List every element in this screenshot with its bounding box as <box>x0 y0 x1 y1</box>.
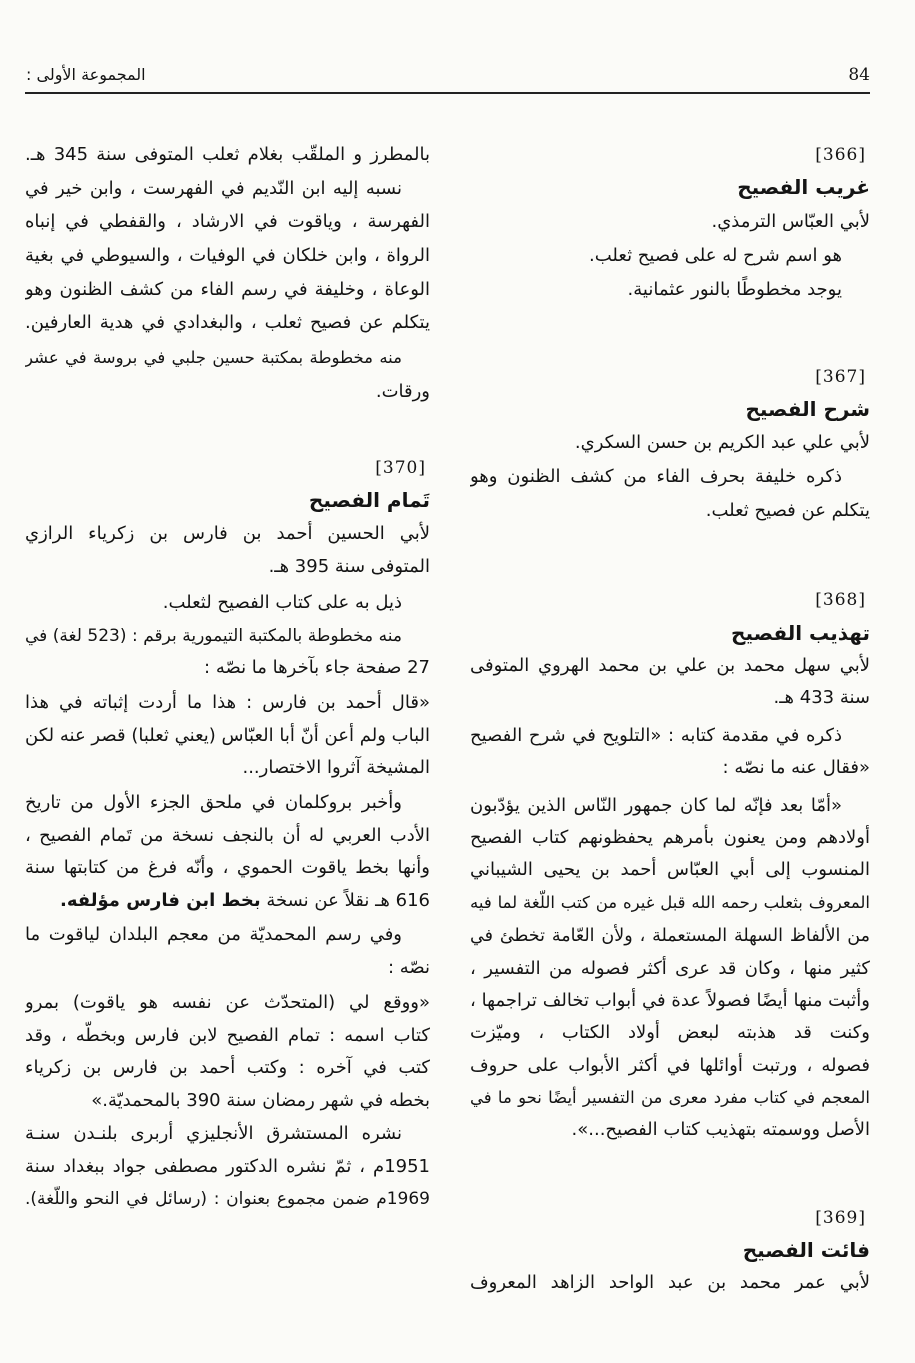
body-line: الفهرسة ، وياقوت في الارشاد ، والقفطي في إنباه <box>25 211 430 232</box>
entry-number: [370] <box>375 458 426 478</box>
entry-title: فائت الفصيح <box>742 1238 870 1262</box>
body-line: المتوفى سنة 395 هـ. <box>268 556 430 577</box>
emphasis-text: بخط ابن فارس مؤلفه. <box>60 890 261 911</box>
body-line: الباب ولم أعن أنّ أبا العبّاس (يعني ثعلبا) قصر عنه لكن <box>25 725 430 746</box>
body-line: سنة 433 هـ. <box>773 687 870 708</box>
body-line: ذكره في مقدمة كتابه : «التلويح في شرح الفصيح <box>470 725 842 746</box>
page-number: 84 <box>848 65 870 85</box>
body-line: من الألفاظ السهلة المستعملة ، ولأن العّامة تخطئ في <box>470 926 870 946</box>
body-line: بالمطرز و الملقّب بغلام ثعلب المتوفى سنة 345 هـ. <box>25 144 430 165</box>
entry-number: [367] <box>815 367 866 387</box>
body-line: منه مخطوطة بمكتبة حسين جلبي في بروسة في عشر <box>25 348 402 367</box>
body-line: وأنها بخط ياقوت الحموي ، وأنّه فرغ من كتابتها سنة <box>25 857 430 878</box>
body-line: يتكلم عن فصيح ثعلب ، والبغدادي في هدية العارفين. <box>25 312 430 333</box>
body-line: نشره المستشرق الأنجليزي أربرى بلنـدن سنـة <box>25 1123 402 1144</box>
entry-title: غريب الفصيح <box>737 175 870 199</box>
body-line: الوعاة ، وخليفة في رسم الفاء من كشف الظنون وهو <box>25 279 430 300</box>
body-line: وأخبر بروكلمان في ملحق الجزء الأول من تاريخ <box>25 792 402 813</box>
body-line-text: 616 هـ نقلاً عن نسخة <box>266 890 430 911</box>
body-line: المعروف بثعلب رحمه الله قبل غيره من كتب اللّغة لما فيه <box>470 893 870 912</box>
body-line: المعجم في كتاب مفرد معرى من التفسير أيضًا نحو ما في <box>470 1088 870 1107</box>
body-line: لأبي العبّاس الترمذي. <box>711 211 870 232</box>
body-line: لأبي الحسين أحمد بن فارس بن زكرياء الرازي <box>25 523 430 544</box>
body-line: لأبي عمر محمد بن عبد الواحد الزاهد المعروف <box>470 1272 870 1293</box>
body-line: 1969م ضمن مجموع بعنوان : (رسائل في النحو واللّغة). <box>25 1189 430 1209</box>
body-line: كتب في آخره : وكتب أحمد بن فارس بن زكرياء <box>25 1057 430 1078</box>
entry-title: شرح الفصيح <box>745 397 870 421</box>
body-line: أولادهم ومن يعنون بأمرهم يحفظونهم كتاب الفصيح <box>470 827 870 848</box>
body-line: ذيل به على كتاب الفصيح لثعلب. <box>162 592 402 613</box>
body-line: «ووقع لي (المتحدّث عن نفسه هو ياقوت) بمرو <box>25 992 430 1013</box>
body-line: هو اسم شرح له على فصيح ثعلب. <box>589 245 842 266</box>
body-line: الرواة ، وابن خلكان في الوفيات ، والسيوطي في بغية <box>25 245 430 266</box>
running-title: المجموعة الأولى : <box>26 65 146 84</box>
body-line: يتكلم عن فصيح ثعلب. <box>705 500 870 521</box>
body-line: ورقات. <box>375 381 430 402</box>
body-line: فصوله ، ورتبت أوائلها في أكثر الأبواب على حروف <box>470 1055 870 1076</box>
body-line: «أمّا بعد فإنّه لما كان جمهور النّاس الذين يؤدّبون <box>470 795 842 816</box>
body-line: منه مخطوطة بالمكتبة التيمورية برقم : (523 لغة) في <box>25 626 402 646</box>
body-line: بخطه في شهر رمضان سنة 390 بالمحمديّة.» <box>91 1090 430 1111</box>
body-line: الأصل ووسمته بتهذيب كتاب الفصيح...». <box>571 1119 870 1140</box>
body-line: لأبي علي عبد الكريم بن حسن السكري. <box>574 432 870 453</box>
body-line: نصّه : <box>387 957 430 978</box>
entry-title: تهذيب الفصيح <box>731 621 870 645</box>
body-line: وأثبت منها أيضًا فصولاً عدة في أبواب تخالف تراجمها ، <box>470 990 870 1011</box>
entry-number: [366] <box>815 145 866 165</box>
entry-number: [369] <box>815 1208 866 1228</box>
body-line: «قال أحمد بن فارس : هذا ما أردت إثباته في هذا <box>25 692 430 713</box>
body-line: وفي رسم المحمديّة من معجم البلدان لياقوت ما <box>25 924 402 945</box>
body-line: ذكره خليفة بحرف الفاء من كشف الظنون وهو <box>470 466 842 487</box>
body-line: المنسوب إلى أبي العبّاس أحمد بن يحيى الشيباني <box>470 859 870 880</box>
header-rule <box>25 92 870 94</box>
entry-title: تَمام الفصيح <box>308 488 430 512</box>
body-line: 27 صفحة جاء بآخرها ما نصّه : <box>204 657 430 678</box>
body-line: 1951م ، ثمّ نشره الدكتور مصطفى جواد ببغداد سنة <box>25 1156 430 1177</box>
body-line: نسبه إليه ابن النّديم في الفهرست ، وابن خير في <box>25 178 402 199</box>
body-line: كثير منها ، وكان قد عرى أكثر فصوله من التفسير ، <box>470 958 870 979</box>
body-line: المشيخة آثروا الاختصار... <box>242 757 430 778</box>
body-line: الأدب العربي له أن بالنجف نسخة من تَمام الفصيح ، <box>25 825 430 846</box>
entry-number: [368] <box>815 590 866 610</box>
body-line: كتاب اسمه : تمام الفصيح لابن فارس وبخطّه ، وقد <box>25 1025 430 1046</box>
body-line <box>25 885 430 917</box>
body-line: لأبي سهل محمد بن علي بن محمد الهروي المتوفى <box>470 655 870 676</box>
body-line: «فقال عنه ما نصّه : <box>722 757 870 778</box>
body-line: يوجد مخطوطًا بالنور عثمانية. <box>627 279 842 300</box>
body-line: وكنت قد هذبته لبعض أولاد الكتاب ، وميّزت <box>470 1022 870 1043</box>
